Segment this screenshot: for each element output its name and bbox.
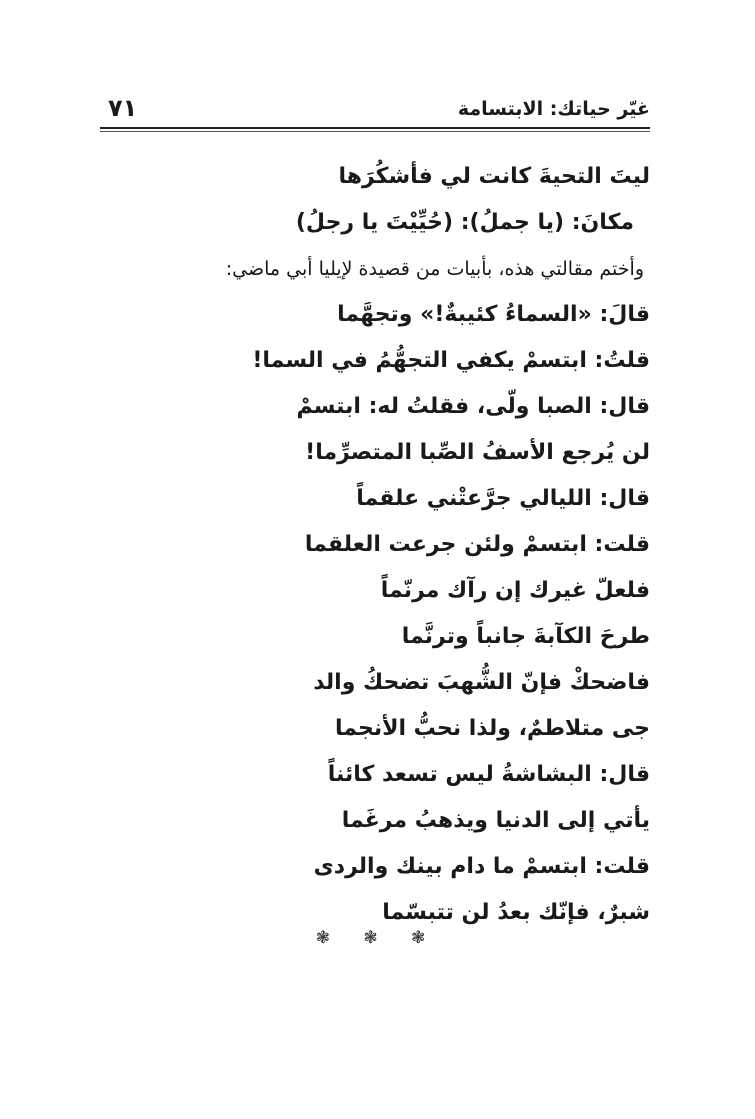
verse-line: قلت: ابتسمْ ولئن جرعت العلقما <box>304 532 650 557</box>
verse-line: قال: البشاشةُ ليس تسعد كائناً <box>327 762 650 787</box>
header-rule-thin <box>100 131 650 132</box>
verse-line: قلتُ: ابتسمْ يكفي التجهُّمُ في السما! <box>252 348 650 373</box>
prose-line: وأختم مقالتي هذه، بأبيات من قصيدة لإيليا أبي ماضي: <box>225 258 644 280</box>
running-header <box>100 92 650 126</box>
verse-line: فاضحكْ فإنّ الشُّهبَ تضحكُ والد <box>313 670 650 695</box>
header-rule <box>100 127 650 129</box>
verse-line: لن يُرجع الأسفُ الصِّبا المتصرِّما! <box>305 440 650 465</box>
verse-line: قلت: ابتسمْ ما دام بينك والردى <box>313 854 650 879</box>
page-number: ٧١ <box>108 94 138 122</box>
section-divider-ornaments: ❃ ❃ ❃ <box>315 928 440 948</box>
verse-line: قال: الليالي جرَّعتْني علقماً <box>356 486 650 511</box>
verse-line: طرحَ الكآبةَ جانباً وترنَّما <box>401 624 650 649</box>
verse-line: شبرٌ، فإنّك بعدُ لن تتبسّما <box>382 900 650 925</box>
verse-line: فلعلّ غيرك إن رآك مرنّماً <box>380 578 650 603</box>
verse-line: قالَ: «السماءُ كئيبةٌ!» وتجهَّما <box>337 302 650 327</box>
verse-line: يأتي إلى الدنيا ويذهبُ مرغَما <box>341 808 650 833</box>
verse-line: مكانَ: (يا جملُ): (حُيِّيْتَ يا رجلُ) <box>295 210 634 235</box>
verse-line: قال: الصبا ولّى، فقلتُ له: ابتسمْ <box>296 394 650 419</box>
verse-line: ليتَ التحيةَ كانت لي فأشكُرَها <box>338 164 650 189</box>
header-title: غيّر حياتك: الابتسامة <box>457 98 650 120</box>
verse-line: جى متلاطمٌ، ولذا نحبُّ الأنجما <box>334 716 650 741</box>
